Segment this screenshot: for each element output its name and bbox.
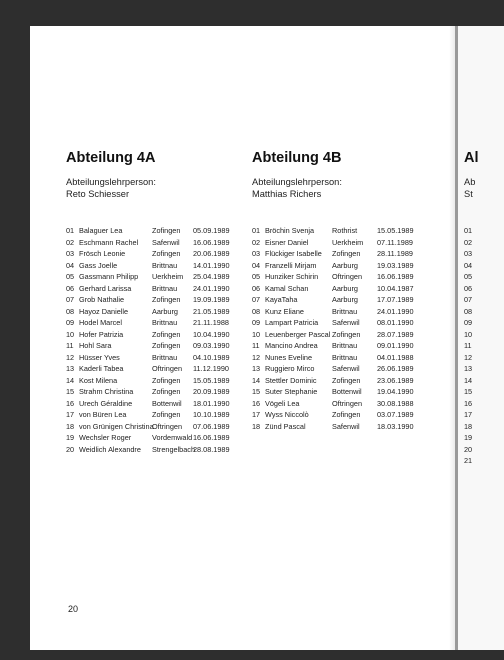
student-number: 20 [464,444,473,454]
student-number: 04 [464,260,473,270]
student-number: 14 [252,375,261,385]
student-birthdate: 17.07.1989 [377,295,414,304]
class-c-partial-teacher-name: St [464,189,473,199]
page-number: 20 [68,604,79,614]
class-c-partial-title: Al [464,150,479,166]
student-number: 05 [66,272,75,281]
student-birthdate: 21.05.1989 [193,306,230,316]
student-name: Gass Joelle [79,260,118,270]
student-birthdate: 08.01.1990 [377,318,414,327]
student-name: Zünd Pascal [265,421,306,431]
student-hometown: Bottenwil [332,387,362,396]
student-birthdate: 25.04.1989 [193,272,230,281]
student-birthdate: 10.10.1989 [193,410,230,419]
student-number: 18 [464,421,473,431]
class-4a-title: Abteilung 4A [66,150,156,166]
student-name: Wyss Niccolò [265,410,309,419]
student-birthdate: 04.10.1989 [193,352,230,362]
student-number: 01 [66,226,75,235]
student-name: Frösch Leonie [79,249,126,258]
student-birthdate: 16.06.1989 [377,272,414,281]
student-birthdate: 07.06.1989 [193,421,230,431]
student-hometown: Brittnau [152,283,178,293]
student-name: Kaderli Tabea [79,364,124,373]
student-birthdate: 28.11.1989 [377,249,413,258]
student-name: Franzelli Mirjam [265,260,317,270]
student-hometown: Aarburg [332,295,358,304]
student-hometown: Zofingen [332,410,361,419]
student-number: 08 [252,306,261,316]
student-name: Wechsler Roger [79,433,132,442]
student-name: Bröchin Svenja [265,226,315,235]
student-name: Kunz Eliane [265,306,304,316]
student-number: 04 [252,260,261,270]
student-name: Flückiger Isabelle [265,249,322,258]
student-number: 10 [66,329,75,339]
student-hometown: Zofingen [152,295,181,304]
student-name: Kost Milena [79,375,118,385]
student-hometown: Bottenwil [152,398,182,408]
student-number: 09 [464,318,473,327]
student-hometown: Vordemwald [152,433,193,442]
student-number: 10 [252,329,261,339]
student-number: 12 [464,352,473,362]
student-hometown: Aarburg [152,306,178,316]
student-number: 02 [66,237,75,247]
student-birthdate: 30.08.1988 [377,398,414,408]
student-birthdate: 16.06.1989 [193,433,230,442]
student-number: 07 [464,295,473,304]
student-birthdate: 09.01.1990 [377,341,414,350]
student-number: 09 [66,318,75,327]
student-birthdate: 20.06.1989 [193,249,230,258]
student-birthdate: 18.03.1990 [377,421,414,431]
student-number: 11 [464,341,472,350]
student-name: Lampart Patricia [265,318,319,327]
student-birthdate: 21.11.1988 [193,318,229,327]
student-number: 13 [464,364,473,373]
student-number: 05 [252,272,261,281]
student-birthdate: 24.01.1990 [193,283,230,293]
student-name: Eisner Daniel [265,237,309,247]
student-name: Hüsser Yves [79,352,120,362]
student-number: 07 [252,295,261,304]
student-birthdate: 04.01.1988 [377,352,414,362]
student-name: Weidlich Alexandre [79,444,141,454]
student-name: von Büren Lea [79,410,127,419]
student-hometown: Zofingen [332,375,361,385]
student-birthdate: 19.03.1989 [377,260,414,270]
class-4b-teacher-label: Abteilungslehrperson: [252,177,342,187]
student-hometown: Uerkheim [332,237,364,247]
student-birthdate: 03.07.1989 [377,410,414,419]
student-name: Hodel Marcel [79,318,122,327]
class-c-partial-teacher-label: Ab [464,177,476,187]
student-birthdate: 11.12.1990 [193,364,229,373]
student-number: 14 [66,375,75,385]
student-birthdate: 07.11.1989 [377,237,413,247]
student-number: 17 [464,410,473,419]
student-name: Eschmann Rachel [79,237,139,247]
student-name: Leuenberger Pascal [265,329,331,339]
student-hometown: Zofingen [152,387,181,396]
student-number: 18 [252,421,261,431]
student-name: Kamal Schan [265,283,309,293]
student-name: Ruggiero Mirco [265,364,315,373]
student-name: Suter Stephanie [265,387,318,396]
student-number: 15 [464,387,473,396]
student-birthdate: 15.05.1989 [193,375,230,385]
student-hometown: Brittnau [152,260,178,270]
student-hometown: Zofingen [152,226,181,235]
student-birthdate: 20.09.1989 [193,387,230,396]
student-name: KayaTaha [265,295,298,304]
student-number: 03 [464,249,473,258]
student-birthdate: 28.07.1989 [377,329,414,339]
student-number: 04 [66,260,75,270]
student-birthdate: 14.01.1990 [193,260,230,270]
student-name: von Grünigen Christina [79,421,154,431]
student-number: 13 [252,364,261,373]
student-birthdate: 24.01.1990 [377,306,414,316]
student-hometown: Safenwil [332,421,360,431]
class-4a-teacher-label: Abteilungslehrperson: [66,177,156,187]
student-number: 10 [464,329,473,339]
student-hometown: Brittnau [332,306,358,316]
student-hometown: Oftringen [152,364,183,373]
student-number: 16 [252,398,261,408]
student-birthdate: 16.06.1989 [193,237,230,247]
student-name: Vögeli Lea [265,398,300,408]
student-birthdate: 10.04.1990 [193,329,230,339]
student-number: 01 [464,226,473,235]
student-name: Balaguer Lea [79,226,123,235]
student-birthdate: 23.06.1989 [377,375,414,385]
student-number: 02 [252,237,261,247]
student-hometown: Oftringen [152,421,183,431]
student-number: 02 [464,237,473,247]
student-number: 14 [464,375,473,385]
student-birthdate: 19.09.1989 [193,295,230,304]
student-birthdate: 18.01.1990 [193,398,230,408]
student-hometown: Zofingen [152,341,181,350]
student-name: Hayoz Danielle [79,306,129,316]
student-hometown: Zofingen [152,329,181,339]
student-number: 09 [252,318,261,327]
student-number: 16 [66,398,75,408]
student-number: 19 [66,433,75,442]
student-name: Gassmann Philipp [79,272,139,281]
student-name: Hofer Patrizia [79,329,124,339]
student-hometown: Zofingen [332,329,361,339]
student-hometown: Zofingen [152,410,181,419]
student-hometown: Oftringen [332,272,363,281]
student-number: 17 [252,410,261,419]
student-birthdate: 15.05.1989 [377,226,414,235]
class-4b-title: Abteilung 4B [252,150,342,166]
student-name: Gerhard Larissa [79,283,132,293]
student-number: 03 [252,249,261,258]
student-name: Hunziker Schirin [265,272,319,281]
student-hometown: Zofingen [152,249,181,258]
student-number: 16 [464,398,473,408]
student-number: 06 [464,283,473,293]
student-name: Mancino Andrea [265,341,318,350]
student-hometown: Brittnau [152,352,178,362]
student-name: Stettler Dominic [265,375,317,385]
class-4b-teacher-name: Matthias Richers [252,189,322,199]
student-number: 15 [252,387,261,396]
next-page [458,26,504,650]
document-page [30,26,455,650]
student-hometown: Safenwil [332,318,360,327]
student-number: 15 [66,387,75,396]
student-name: Grob Nathalie [79,295,125,304]
student-number: 01 [252,226,261,235]
student-hometown: Rothrist [332,226,358,235]
student-number: 03 [66,249,75,258]
student-birthdate: 05.09.1989 [193,226,230,235]
student-hometown: Safenwil [152,237,180,247]
student-hometown: Oftringen [332,398,363,408]
student-name: Hohl Sara [79,341,112,350]
student-hometown: Uerkheim [152,272,184,281]
student-number: 07 [66,295,75,304]
student-number: 06 [66,283,75,293]
student-hometown: Zofingen [332,249,361,258]
student-birthdate: 09.03.1990 [193,341,230,350]
student-number: 12 [66,352,75,362]
student-hometown: Aarburg [332,283,358,293]
student-name: Urech Géraldine [79,398,133,408]
student-number: 08 [66,306,75,316]
class-4a-teacher-name: Reto Schiesser [66,189,130,199]
student-number: 11 [66,341,74,350]
student-number: 18 [66,421,75,431]
student-birthdate: 26.06.1989 [377,364,414,373]
student-hometown: Brittnau [152,318,178,327]
student-number: 20 [66,444,75,454]
student-name: Strahm Christina [79,387,134,396]
student-number: 19 [464,433,473,442]
student-hometown: Strengelbach [152,444,196,454]
student-hometown: Safenwil [332,364,360,373]
student-number: 13 [66,364,75,373]
student-name: Nunes Eveline [265,352,313,362]
student-number: 06 [252,283,261,293]
student-hometown: Brittnau [332,341,358,350]
student-hometown: Zofingen [152,375,181,385]
student-number: 21 [464,456,473,465]
student-birthdate: 28.08.1989 [193,444,230,454]
student-hometown: Brittnau [332,352,358,362]
student-number: 17 [66,410,75,419]
student-number: 08 [464,306,473,316]
student-birthdate: 19.04.1990 [377,387,414,396]
student-hometown: Aarburg [332,260,358,270]
student-number: 05 [464,272,473,281]
student-number: 11 [252,341,260,350]
student-birthdate: 10.04.1987 [377,283,414,293]
student-number: 12 [252,352,261,362]
